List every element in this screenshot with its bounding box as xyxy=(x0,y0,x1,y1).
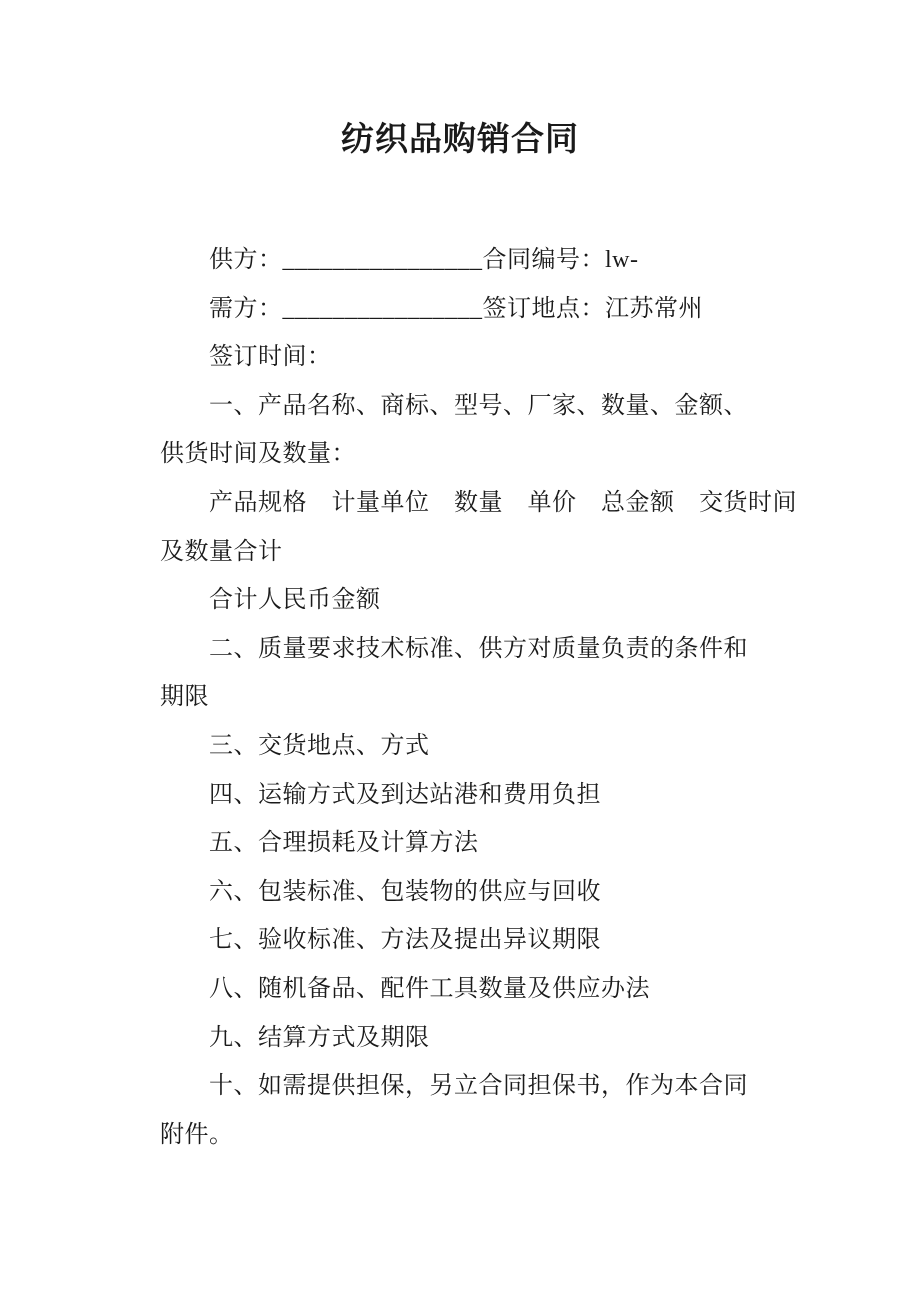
contract-line-clause-3: 三、交货地点、方式 xyxy=(209,732,430,759)
contract-line-clause-2: 二、质量要求技术标准、供方对质量负责的条件和 xyxy=(209,635,748,662)
document-title: 纺织品购销合同 xyxy=(341,122,579,158)
contract-body xyxy=(160,236,890,1159)
contract-line-clause-8: 八、随机备品、配件工具数量及供应办法 xyxy=(209,975,650,1002)
contract-line-spec-cont: 及数量合计 xyxy=(160,538,283,565)
contract-line-buyer: 需方：________________签订地点：江苏常州 xyxy=(209,295,703,322)
contract-line-clause-1-cont: 供货时间及数量： xyxy=(160,441,356,468)
contract-line-spec-header: 产品规格 计量单位 数量 单价 总金额 交货时间 xyxy=(209,489,797,516)
contract-line-clause-7: 七、验收标准、方法及提出异议期限 xyxy=(209,927,601,954)
contract-line-clause-10-cont: 附件。 xyxy=(160,1121,234,1148)
contract-line-clause-2-cont: 期限 xyxy=(160,684,209,711)
contract-line-clause-1: 一、产品名称、商标、型号、厂家、数量、金额、 xyxy=(209,392,748,419)
contract-line-total-amount: 合计人民币金额 xyxy=(209,587,381,614)
contract-line-clause-10: 十、如需提供担保，另立合同担保书，作为本合同 xyxy=(209,1073,748,1100)
contract-line-clause-4: 四、运输方式及到达站港和费用负担 xyxy=(209,781,601,808)
contract-line-supplier: 供方：________________合同编号：lw- xyxy=(209,247,639,273)
contract-line-clause-9: 九、结算方式及期限 xyxy=(209,1024,430,1051)
contract-line-clause-5: 五、合理损耗及计算方法 xyxy=(209,830,479,857)
contract-line-clause-6: 六、包装标准、包装物的供应与回收 xyxy=(209,878,601,905)
contract-line-sign-time: 签订时间： xyxy=(209,344,332,371)
